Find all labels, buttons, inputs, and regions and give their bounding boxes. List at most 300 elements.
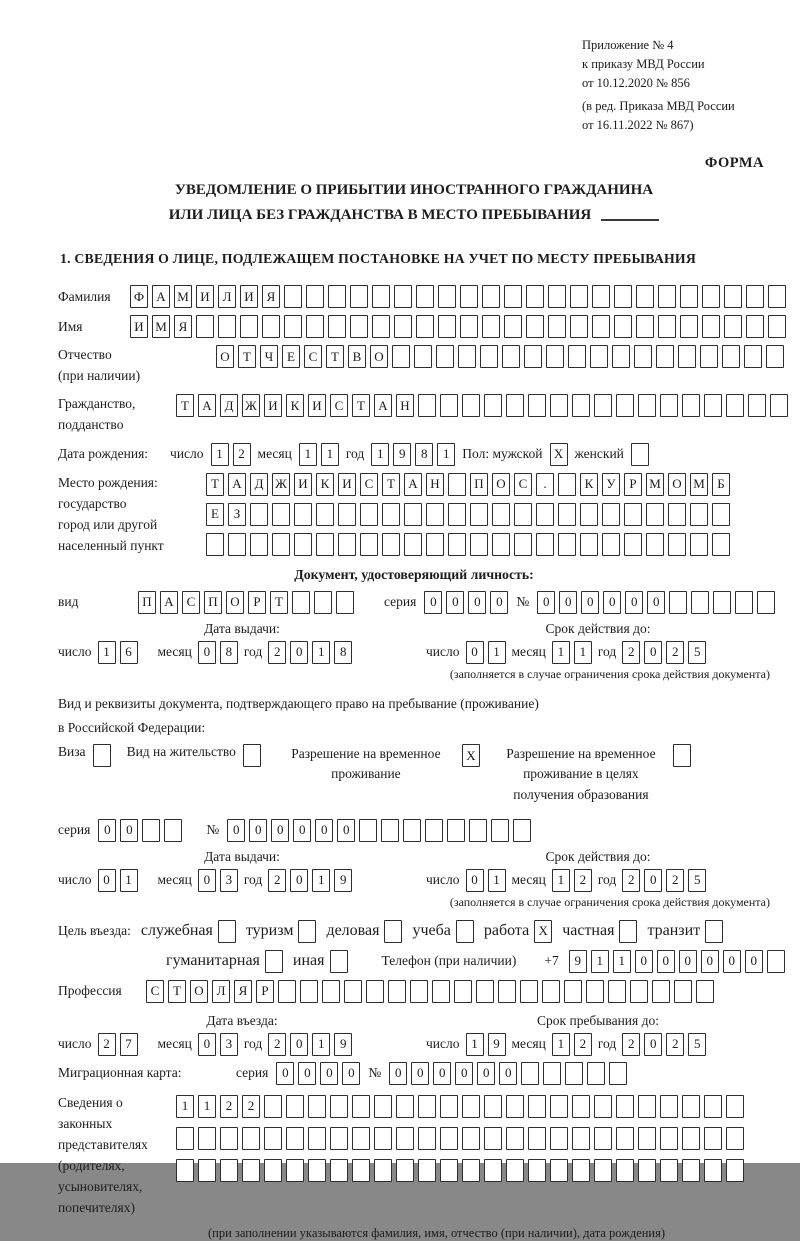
char-cell[interactable]: С bbox=[330, 394, 348, 417]
char-cell[interactable] bbox=[691, 591, 709, 614]
char-cell[interactable] bbox=[336, 591, 354, 614]
char-cell[interactable] bbox=[712, 533, 730, 556]
char-cell[interactable] bbox=[418, 1095, 436, 1118]
char-cell[interactable]: С bbox=[514, 473, 532, 496]
char-cell[interactable] bbox=[631, 443, 649, 466]
char-cell[interactable] bbox=[506, 1095, 524, 1118]
char-cell[interactable]: 2 bbox=[242, 1095, 260, 1118]
char-cell[interactable]: А bbox=[404, 473, 422, 496]
char-cell[interactable] bbox=[359, 819, 377, 842]
char-cell[interactable] bbox=[614, 285, 632, 308]
char-cell[interactable] bbox=[484, 1095, 502, 1118]
char-cell[interactable]: Н bbox=[426, 473, 444, 496]
char-cell[interactable] bbox=[616, 394, 634, 417]
char-cell[interactable]: 0 bbox=[198, 641, 216, 664]
char-cell[interactable] bbox=[250, 503, 268, 526]
char-cell[interactable]: Р bbox=[624, 473, 642, 496]
char-cell[interactable] bbox=[469, 819, 487, 842]
char-cell[interactable]: 8 bbox=[334, 641, 352, 664]
char-cell[interactable] bbox=[447, 819, 465, 842]
char-cell[interactable]: X bbox=[534, 920, 552, 943]
char-cell[interactable]: 6 bbox=[120, 641, 138, 664]
char-cell[interactable] bbox=[690, 503, 708, 526]
char-cell[interactable] bbox=[658, 315, 676, 338]
char-cell[interactable]: И bbox=[294, 473, 312, 496]
char-cell[interactable] bbox=[572, 1159, 590, 1182]
char-cell[interactable] bbox=[404, 533, 422, 556]
char-cell[interactable] bbox=[616, 1127, 634, 1150]
char-cell[interactable] bbox=[218, 315, 236, 338]
char-cell[interactable]: 0 bbox=[271, 819, 289, 842]
char-cell[interactable] bbox=[513, 819, 531, 842]
char-cell[interactable]: 8 bbox=[415, 443, 433, 466]
char-cell[interactable]: 0 bbox=[342, 1062, 360, 1085]
char-cell[interactable] bbox=[220, 1159, 238, 1182]
char-cell[interactable] bbox=[680, 315, 698, 338]
char-cell[interactable]: М bbox=[646, 473, 664, 496]
char-cell[interactable]: 1 bbox=[552, 641, 570, 664]
char-cell[interactable]: Ж bbox=[272, 473, 290, 496]
char-cell[interactable] bbox=[550, 394, 568, 417]
char-cell[interactable]: Р bbox=[248, 591, 266, 614]
char-cell[interactable] bbox=[614, 315, 632, 338]
char-cell[interactable] bbox=[352, 1095, 370, 1118]
char-cell[interactable] bbox=[592, 285, 610, 308]
char-cell[interactable] bbox=[526, 315, 544, 338]
char-cell[interactable] bbox=[504, 285, 522, 308]
char-cell[interactable] bbox=[587, 1062, 605, 1085]
char-cell[interactable] bbox=[724, 285, 742, 308]
char-cell[interactable]: М bbox=[174, 285, 192, 308]
char-cell[interactable]: 9 bbox=[488, 1033, 506, 1056]
char-cell[interactable] bbox=[702, 315, 720, 338]
char-cell[interactable]: П bbox=[138, 591, 156, 614]
char-cell[interactable] bbox=[542, 980, 560, 1003]
char-cell[interactable] bbox=[220, 1127, 238, 1150]
char-cell[interactable] bbox=[704, 1127, 722, 1150]
char-cell[interactable]: 2 bbox=[268, 641, 286, 664]
char-cell[interactable] bbox=[482, 285, 500, 308]
char-cell[interactable] bbox=[396, 1127, 414, 1150]
char-cell[interactable]: 2 bbox=[268, 869, 286, 892]
char-cell[interactable] bbox=[404, 503, 422, 526]
char-cell[interactable]: 0 bbox=[644, 1033, 662, 1056]
char-cell[interactable]: Н bbox=[396, 394, 414, 417]
char-cell[interactable] bbox=[602, 533, 620, 556]
char-cell[interactable] bbox=[570, 315, 588, 338]
char-cell[interactable] bbox=[660, 394, 678, 417]
char-cell[interactable]: 0 bbox=[120, 819, 138, 842]
char-cell[interactable]: 1 bbox=[321, 443, 339, 466]
char-cell[interactable]: 0 bbox=[446, 591, 464, 614]
char-cell[interactable]: И bbox=[264, 394, 282, 417]
char-cell[interactable]: 0 bbox=[603, 591, 621, 614]
char-cell[interactable] bbox=[520, 980, 538, 1003]
char-cell[interactable] bbox=[550, 1095, 568, 1118]
char-cell[interactable] bbox=[514, 503, 532, 526]
char-cell[interactable] bbox=[462, 1095, 480, 1118]
char-cell[interactable] bbox=[264, 1095, 282, 1118]
char-cell[interactable]: 0 bbox=[647, 591, 665, 614]
char-cell[interactable] bbox=[724, 315, 742, 338]
char-cell[interactable]: Т bbox=[238, 345, 256, 368]
char-cell[interactable]: 0 bbox=[433, 1062, 451, 1085]
char-cell[interactable] bbox=[656, 345, 674, 368]
char-cell[interactable] bbox=[668, 533, 686, 556]
char-cell[interactable] bbox=[690, 533, 708, 556]
char-cell[interactable] bbox=[726, 1127, 744, 1150]
char-cell[interactable]: 0 bbox=[290, 641, 308, 664]
char-cell[interactable]: 2 bbox=[98, 1033, 116, 1056]
char-cell[interactable] bbox=[454, 980, 472, 1003]
char-cell[interactable] bbox=[374, 1127, 392, 1150]
char-cell[interactable] bbox=[374, 1095, 392, 1118]
char-cell[interactable]: Д bbox=[220, 394, 238, 417]
char-cell[interactable]: 0 bbox=[98, 869, 116, 892]
char-cell[interactable]: X bbox=[462, 744, 480, 767]
char-cell[interactable] bbox=[432, 980, 450, 1003]
char-cell[interactable] bbox=[705, 920, 723, 943]
char-cell[interactable] bbox=[374, 1159, 392, 1182]
char-cell[interactable] bbox=[565, 1062, 583, 1085]
char-cell[interactable]: Т bbox=[382, 473, 400, 496]
char-cell[interactable]: Т bbox=[326, 345, 344, 368]
char-cell[interactable] bbox=[462, 1159, 480, 1182]
char-cell[interactable]: Ч bbox=[260, 345, 278, 368]
char-cell[interactable]: 2 bbox=[622, 1033, 640, 1056]
char-cell[interactable] bbox=[634, 345, 652, 368]
char-cell[interactable] bbox=[568, 345, 586, 368]
char-cell[interactable] bbox=[426, 503, 444, 526]
char-cell[interactable]: С bbox=[360, 473, 378, 496]
char-cell[interactable] bbox=[570, 285, 588, 308]
char-cell[interactable]: У bbox=[602, 473, 620, 496]
char-cell[interactable] bbox=[294, 533, 312, 556]
char-cell[interactable] bbox=[616, 1159, 634, 1182]
char-cell[interactable] bbox=[767, 950, 785, 973]
char-cell[interactable]: 0 bbox=[644, 641, 662, 664]
char-cell[interactable] bbox=[414, 345, 432, 368]
char-cell[interactable]: 1 bbox=[591, 950, 609, 973]
char-cell[interactable]: 0 bbox=[198, 1033, 216, 1056]
char-cell[interactable]: 9 bbox=[569, 950, 587, 973]
char-cell[interactable]: Я bbox=[262, 285, 280, 308]
char-cell[interactable] bbox=[240, 315, 258, 338]
char-cell[interactable] bbox=[528, 1095, 546, 1118]
char-cell[interactable] bbox=[594, 1127, 612, 1150]
char-cell[interactable]: 2 bbox=[666, 641, 684, 664]
char-cell[interactable]: 2 bbox=[666, 1033, 684, 1056]
char-cell[interactable] bbox=[480, 345, 498, 368]
char-cell[interactable]: 0 bbox=[337, 819, 355, 842]
char-cell[interactable] bbox=[638, 1127, 656, 1150]
char-cell[interactable] bbox=[594, 394, 612, 417]
char-cell[interactable] bbox=[492, 533, 510, 556]
char-cell[interactable] bbox=[316, 533, 334, 556]
char-cell[interactable] bbox=[636, 285, 654, 308]
char-cell[interactable] bbox=[470, 503, 488, 526]
char-cell[interactable]: 2 bbox=[233, 443, 251, 466]
char-cell[interactable]: И bbox=[240, 285, 258, 308]
char-cell[interactable]: 5 bbox=[688, 1033, 706, 1056]
char-cell[interactable]: Л bbox=[212, 980, 230, 1003]
char-cell[interactable] bbox=[470, 533, 488, 556]
char-cell[interactable]: 2 bbox=[622, 641, 640, 664]
char-cell[interactable] bbox=[426, 533, 444, 556]
char-cell[interactable]: Е bbox=[206, 503, 224, 526]
char-cell[interactable] bbox=[403, 819, 421, 842]
char-cell[interactable]: 1 bbox=[466, 1033, 484, 1056]
char-cell[interactable]: 0 bbox=[455, 1062, 473, 1085]
char-cell[interactable] bbox=[425, 819, 443, 842]
char-cell[interactable] bbox=[630, 980, 648, 1003]
char-cell[interactable] bbox=[550, 1127, 568, 1150]
char-cell[interactable] bbox=[660, 1159, 678, 1182]
char-cell[interactable] bbox=[448, 533, 466, 556]
char-cell[interactable]: 1 bbox=[299, 443, 317, 466]
char-cell[interactable] bbox=[550, 1159, 568, 1182]
char-cell[interactable] bbox=[548, 285, 566, 308]
char-cell[interactable] bbox=[700, 345, 718, 368]
char-cell[interactable] bbox=[218, 920, 236, 943]
char-cell[interactable] bbox=[286, 1159, 304, 1182]
char-cell[interactable]: 0 bbox=[477, 1062, 495, 1085]
char-cell[interactable] bbox=[438, 285, 456, 308]
char-cell[interactable]: Т bbox=[206, 473, 224, 496]
char-cell[interactable]: 8 bbox=[220, 641, 238, 664]
char-cell[interactable] bbox=[372, 285, 390, 308]
char-cell[interactable] bbox=[196, 315, 214, 338]
char-cell[interactable] bbox=[448, 503, 466, 526]
char-cell[interactable]: 0 bbox=[537, 591, 555, 614]
char-cell[interactable]: 1 bbox=[98, 641, 116, 664]
char-cell[interactable]: 0 bbox=[290, 1033, 308, 1056]
char-cell[interactable] bbox=[381, 819, 399, 842]
char-cell[interactable] bbox=[526, 285, 544, 308]
char-cell[interactable] bbox=[746, 315, 764, 338]
char-cell[interactable] bbox=[616, 1095, 634, 1118]
char-cell[interactable] bbox=[352, 1159, 370, 1182]
char-cell[interactable] bbox=[726, 1159, 744, 1182]
char-cell[interactable]: 0 bbox=[657, 950, 675, 973]
char-cell[interactable] bbox=[462, 1127, 480, 1150]
char-cell[interactable] bbox=[440, 394, 458, 417]
char-cell[interactable] bbox=[682, 1159, 700, 1182]
char-cell[interactable]: 0 bbox=[581, 591, 599, 614]
char-cell[interactable]: 9 bbox=[334, 869, 352, 892]
char-cell[interactable] bbox=[322, 980, 340, 1003]
char-cell[interactable] bbox=[638, 1095, 656, 1118]
char-cell[interactable] bbox=[308, 1095, 326, 1118]
char-cell[interactable]: А bbox=[198, 394, 216, 417]
char-cell[interactable] bbox=[418, 1159, 436, 1182]
char-cell[interactable]: 0 bbox=[745, 950, 763, 973]
char-cell[interactable]: X bbox=[550, 443, 568, 466]
char-cell[interactable] bbox=[418, 1127, 436, 1150]
char-cell[interactable]: 0 bbox=[701, 950, 719, 973]
char-cell[interactable] bbox=[360, 503, 378, 526]
char-cell[interactable]: Л bbox=[218, 285, 236, 308]
char-cell[interactable] bbox=[460, 315, 478, 338]
char-cell[interactable]: 0 bbox=[499, 1062, 517, 1085]
char-cell[interactable] bbox=[564, 980, 582, 1003]
char-cell[interactable] bbox=[572, 394, 590, 417]
char-cell[interactable] bbox=[678, 345, 696, 368]
char-cell[interactable] bbox=[306, 315, 324, 338]
char-cell[interactable] bbox=[536, 503, 554, 526]
char-cell[interactable]: О bbox=[668, 473, 686, 496]
char-cell[interactable]: 0 bbox=[490, 591, 508, 614]
char-cell[interactable]: 0 bbox=[320, 1062, 338, 1085]
char-cell[interactable] bbox=[338, 503, 356, 526]
char-cell[interactable] bbox=[396, 1159, 414, 1182]
char-cell[interactable] bbox=[350, 315, 368, 338]
char-cell[interactable] bbox=[438, 315, 456, 338]
char-cell[interactable] bbox=[382, 503, 400, 526]
char-cell[interactable] bbox=[308, 1159, 326, 1182]
char-cell[interactable]: 0 bbox=[466, 641, 484, 664]
char-cell[interactable]: 2 bbox=[622, 869, 640, 892]
char-cell[interactable]: 0 bbox=[411, 1062, 429, 1085]
char-cell[interactable]: 0 bbox=[276, 1062, 294, 1085]
char-cell[interactable] bbox=[504, 315, 522, 338]
char-cell[interactable] bbox=[712, 503, 730, 526]
char-cell[interactable]: 5 bbox=[688, 869, 706, 892]
char-cell[interactable]: 1 bbox=[488, 641, 506, 664]
char-cell[interactable] bbox=[416, 315, 434, 338]
char-cell[interactable]: 2 bbox=[220, 1095, 238, 1118]
char-cell[interactable] bbox=[306, 285, 324, 308]
char-cell[interactable] bbox=[372, 315, 390, 338]
char-cell[interactable]: Т bbox=[352, 394, 370, 417]
char-cell[interactable] bbox=[243, 744, 261, 767]
char-cell[interactable] bbox=[660, 1127, 678, 1150]
char-cell[interactable] bbox=[498, 980, 516, 1003]
char-cell[interactable] bbox=[682, 1095, 700, 1118]
char-cell[interactable] bbox=[491, 819, 509, 842]
char-cell[interactable] bbox=[456, 920, 474, 943]
char-cell[interactable] bbox=[592, 315, 610, 338]
char-cell[interactable] bbox=[528, 1127, 546, 1150]
char-cell[interactable]: 2 bbox=[574, 869, 592, 892]
char-cell[interactable] bbox=[262, 315, 280, 338]
char-cell[interactable]: 2 bbox=[574, 1033, 592, 1056]
char-cell[interactable] bbox=[284, 285, 302, 308]
char-cell[interactable] bbox=[396, 1095, 414, 1118]
char-cell[interactable] bbox=[548, 315, 566, 338]
char-cell[interactable] bbox=[436, 345, 454, 368]
char-cell[interactable]: Я bbox=[234, 980, 252, 1003]
char-cell[interactable] bbox=[652, 980, 670, 1003]
char-cell[interactable]: О bbox=[216, 345, 234, 368]
char-cell[interactable]: 1 bbox=[176, 1095, 194, 1118]
char-cell[interactable] bbox=[580, 503, 598, 526]
char-cell[interactable] bbox=[388, 980, 406, 1003]
char-cell[interactable]: Т bbox=[176, 394, 194, 417]
char-cell[interactable] bbox=[768, 315, 786, 338]
char-cell[interactable] bbox=[286, 1127, 304, 1150]
char-cell[interactable]: К bbox=[286, 394, 304, 417]
char-cell[interactable] bbox=[330, 1159, 348, 1182]
char-cell[interactable] bbox=[198, 1159, 216, 1182]
char-cell[interactable] bbox=[521, 1062, 539, 1085]
char-cell[interactable]: В bbox=[348, 345, 366, 368]
char-cell[interactable]: 3 bbox=[220, 1033, 238, 1056]
char-cell[interactable]: 1 bbox=[613, 950, 631, 973]
char-cell[interactable]: Д bbox=[250, 473, 268, 496]
char-cell[interactable] bbox=[524, 345, 542, 368]
char-cell[interactable]: 5 bbox=[688, 641, 706, 664]
char-cell[interactable]: О bbox=[190, 980, 208, 1003]
char-cell[interactable] bbox=[660, 1095, 678, 1118]
char-cell[interactable] bbox=[506, 1159, 524, 1182]
char-cell[interactable] bbox=[624, 503, 642, 526]
char-cell[interactable]: 2 bbox=[268, 1033, 286, 1056]
char-cell[interactable] bbox=[384, 920, 402, 943]
char-cell[interactable]: А bbox=[160, 591, 178, 614]
char-cell[interactable] bbox=[602, 503, 620, 526]
char-cell[interactable] bbox=[546, 345, 564, 368]
char-cell[interactable] bbox=[492, 503, 510, 526]
char-cell[interactable]: 0 bbox=[198, 869, 216, 892]
char-cell[interactable]: 1 bbox=[211, 443, 229, 466]
char-cell[interactable]: А bbox=[228, 473, 246, 496]
char-cell[interactable] bbox=[482, 315, 500, 338]
char-cell[interactable] bbox=[646, 503, 664, 526]
char-cell[interactable] bbox=[410, 980, 428, 1003]
char-cell[interactable] bbox=[704, 1159, 722, 1182]
char-cell[interactable]: 1 bbox=[552, 869, 570, 892]
char-cell[interactable]: И bbox=[130, 315, 148, 338]
char-cell[interactable] bbox=[316, 503, 334, 526]
char-cell[interactable] bbox=[766, 345, 784, 368]
char-cell[interactable] bbox=[735, 591, 753, 614]
char-cell[interactable] bbox=[440, 1159, 458, 1182]
char-cell[interactable] bbox=[638, 1159, 656, 1182]
char-cell[interactable] bbox=[440, 1127, 458, 1150]
char-cell[interactable] bbox=[298, 920, 316, 943]
char-cell[interactable] bbox=[502, 345, 520, 368]
char-cell[interactable] bbox=[484, 394, 502, 417]
char-cell[interactable]: 0 bbox=[315, 819, 333, 842]
char-cell[interactable] bbox=[440, 1095, 458, 1118]
char-cell[interactable]: 1 bbox=[120, 869, 138, 892]
char-cell[interactable] bbox=[448, 473, 466, 496]
char-cell[interactable]: 9 bbox=[334, 1033, 352, 1056]
char-cell[interactable] bbox=[366, 980, 384, 1003]
char-cell[interactable] bbox=[330, 1127, 348, 1150]
char-cell[interactable] bbox=[558, 533, 576, 556]
char-cell[interactable] bbox=[338, 533, 356, 556]
char-cell[interactable]: 0 bbox=[466, 869, 484, 892]
char-cell[interactable]: 1 bbox=[371, 443, 389, 466]
char-cell[interactable]: 1 bbox=[488, 869, 506, 892]
char-cell[interactable] bbox=[484, 1159, 502, 1182]
char-cell[interactable] bbox=[176, 1159, 194, 1182]
char-cell[interactable] bbox=[462, 394, 480, 417]
char-cell[interactable]: 1 bbox=[437, 443, 455, 466]
char-cell[interactable] bbox=[586, 980, 604, 1003]
char-cell[interactable]: А bbox=[152, 285, 170, 308]
char-cell[interactable]: С bbox=[182, 591, 200, 614]
char-cell[interactable] bbox=[476, 980, 494, 1003]
char-cell[interactable] bbox=[668, 503, 686, 526]
char-cell[interactable] bbox=[330, 950, 348, 973]
char-cell[interactable] bbox=[458, 345, 476, 368]
char-cell[interactable] bbox=[314, 591, 332, 614]
char-cell[interactable] bbox=[300, 980, 318, 1003]
char-cell[interactable] bbox=[572, 1127, 590, 1150]
